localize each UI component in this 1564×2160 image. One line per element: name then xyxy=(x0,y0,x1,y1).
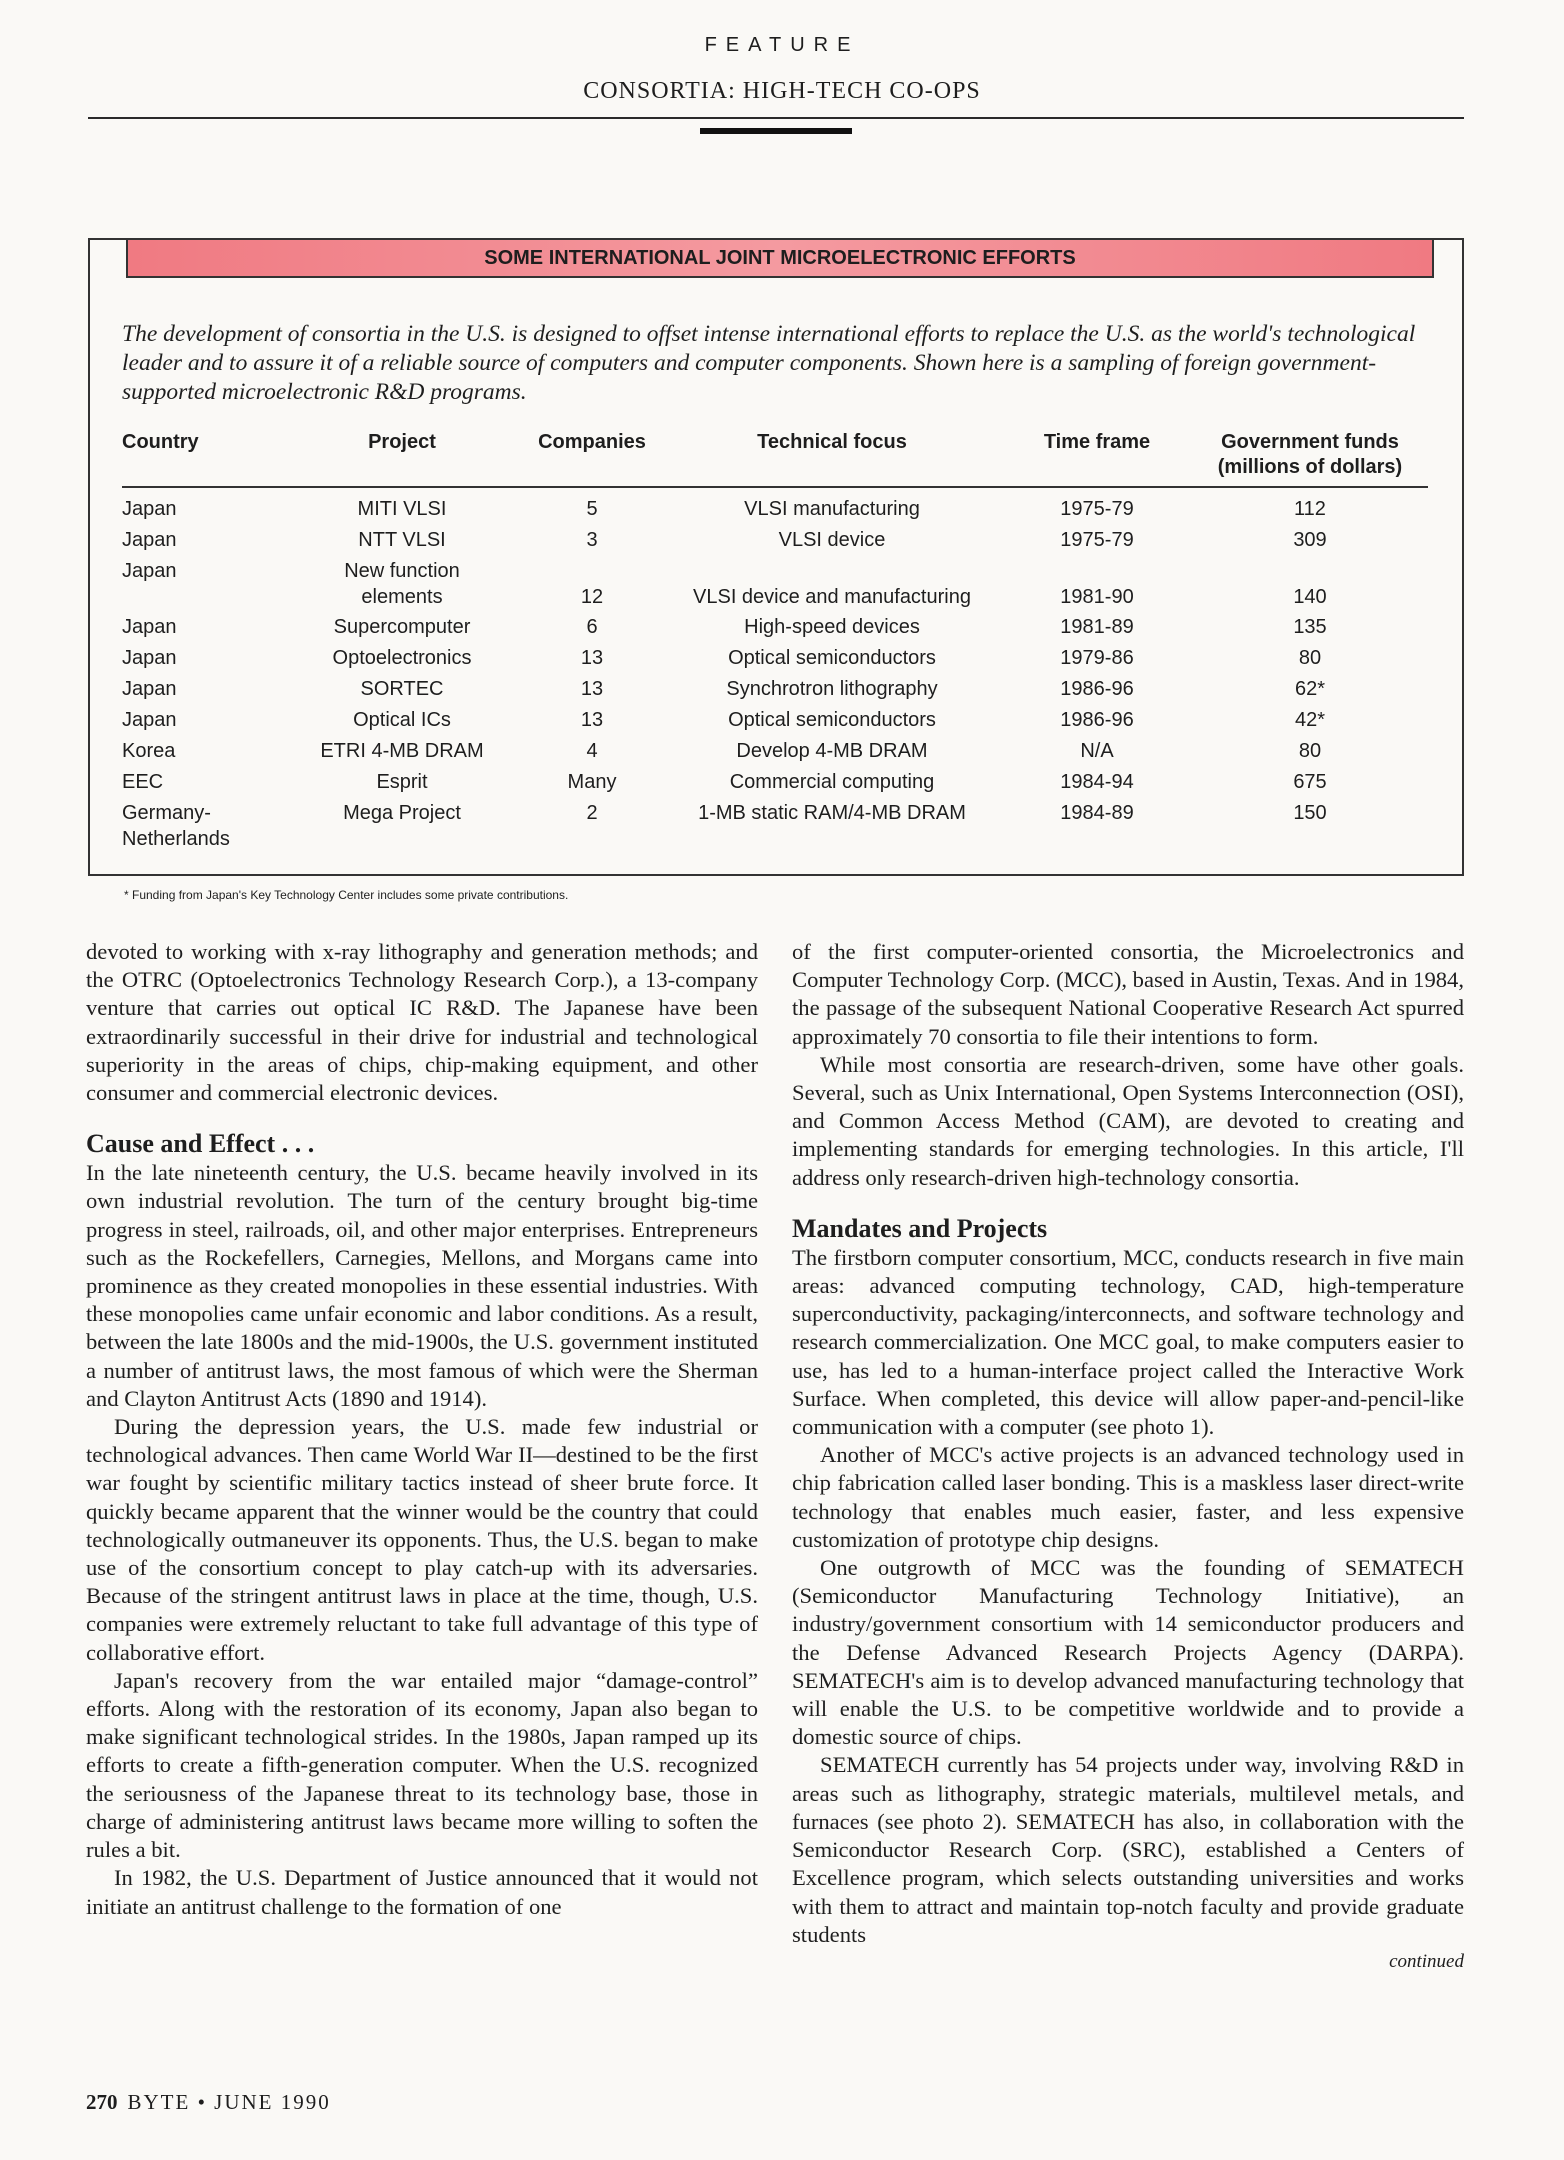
table-row xyxy=(122,527,1428,558)
cell-companies: 2 xyxy=(586,802,598,824)
left-column xyxy=(86,938,758,1921)
heading-mandates-and-projects: Mandates and Projects xyxy=(792,1213,1048,1243)
right-paragraph-5: One outgrowth of MCC was the founding of SEMATECH (Semiconductor Manufacturing Technology Initiative), an industry/government consortium with 14 semiconductor producers and the Defense Advanced Research Projects Agency (DARPA). SEMATECH's aim is to develop advanced manufacturing technology that will enable the U.S. to be competitive worldwide and to provide a domestic source of chips. xyxy=(792,1555,1464,1750)
cell-time: 1986-96 xyxy=(1060,709,1134,731)
cell-funds: 80 xyxy=(1298,740,1322,762)
cell-companies: 4 xyxy=(586,740,598,762)
cell-project: MITI VLSI xyxy=(357,498,447,520)
cell-time: 1984-94 xyxy=(1060,771,1134,793)
right-paragraph-3: The firstborn computer consortium, MCC, conducts research in five main areas: advanced computing technology, CAD, high-temperature superconductivity, packaging/interconnects, and software technology and research commercialization. One MCC goal, to make computers easier to use, has led to a human-interface project called the Interactive Work Surface. When completed, this device will allow paper-and-pencil-like communication with a computer (see photo 1). xyxy=(792,1244,1464,1440)
cell-funds: 140 xyxy=(1293,586,1327,608)
cell-time: 1981-89 xyxy=(1060,616,1134,638)
col-country: Country xyxy=(122,431,199,453)
header-rule xyxy=(88,117,1464,119)
sidebar-intro: The development of consortia in the U.S. is designed to offset intense international efforts to replace the U.S. as the world's technological leader and to assure it of a reliable source of computers and computer components. Shown here is a sampling of foreign government-supported microelectronic R&D programs. xyxy=(122,321,1416,405)
cell-funds: 80 xyxy=(1298,647,1322,669)
cell-focus: High-speed devices xyxy=(744,616,920,638)
cell-country: Japan xyxy=(122,709,177,731)
cell-country: EEC xyxy=(122,771,164,793)
cell-funds: 112 xyxy=(1294,498,1326,520)
cell-country-line2: Netherlands xyxy=(122,828,230,850)
right-paragraph-4: Another of MCC's active projects is an advanced technology used in chip fabrication called laser bonding. This is a maskless laser direct-write technology that enables much easier, faster, and less expensive customization of prototype chip designs. xyxy=(792,1442,1464,1552)
cell-country: Japan xyxy=(122,616,177,638)
col-focus: Technical focus xyxy=(757,431,907,453)
cell-country: Germany- xyxy=(122,802,211,824)
cell-focus: Commercial computing xyxy=(729,771,935,793)
right-paragraph-2: While most consortia are research-driven, some have other goals. Several, such as Unix International, Open Systems Interconnection (OSI), and Common Access Method (CAM), are devoted to creating and implementing standards for emerging technologies. In this article, I'll address only research-driven high-technology consortia. xyxy=(792,1051,1464,1190)
left-paragraph-2: In the late nineteenth century, the U.S. became heavily involved in its own industrial revolution. The turn of the century brought big-time progress in steel, railroads, oil, and other major enterprises. Entrepreneurs such as the Rockefellers, Carnegies, Mellons, and Morgans came into prominence as they created monopolies in these essential industries. With these monopolies came unfair economic and labor conditions. As a result, between the late 1800s and the mid-1900s, the U.S. government instituted a number of antitrust laws, the most famous of which were the Sherman and Clayton Antitrust Acts (1890 and 1914). xyxy=(86,1160,758,1411)
cell-project: ETRI 4-MB DRAM xyxy=(320,740,484,762)
cell-time: N/A xyxy=(1080,740,1114,762)
col-project: Project xyxy=(368,431,436,453)
cell-country: Japan xyxy=(122,498,177,520)
cell-country: Korea xyxy=(122,740,176,762)
table-row xyxy=(122,496,1428,527)
table-row xyxy=(122,645,1428,676)
table-row xyxy=(122,738,1428,769)
left-paragraph-4: Japan's recovery from the war entailed major “damage-control” efforts. Along with the restoration of its economy, Japan also began to make significant technological strides. In the 1980s, Japan ramped up its efforts to create a fifth-generation computer. When the U.S. recognized the seriousness of the Japanese threat to its technology base, those in charge of administering antitrust laws became more willing to soften the rules a bit. xyxy=(86,1667,758,1863)
cell-project-line2: elements xyxy=(361,586,443,608)
cell-focus: VLSI device and manufacturing xyxy=(693,586,971,608)
cell-focus: VLSI device xyxy=(778,529,886,551)
cell-companies: 13 xyxy=(580,647,604,669)
cell-funds: 309 xyxy=(1293,529,1327,551)
cell-time: 1975-79 xyxy=(1060,529,1134,551)
table-row xyxy=(122,800,1428,850)
cell-project: Optical ICs xyxy=(353,709,451,731)
left-paragraph-3: During the depression years, the U.S. made few industrial or technological advances. Then came World War II—destined to be the first war fought by scientific military tactics instead of sheer brute force. It quickly became apparent that the winner would be the country that could technologically outmaneuver its opponents. Thus, the U.S. began to make use of the consortium concept to play catch-up with its adversaries. Because of the stringent antitrust laws in place at the time, though, U.S. companies were extremely reluctant to take full advantage of this type of collaborative effort. xyxy=(86,1414,758,1665)
sidebar-title: SOME INTERNATIONAL JOINT MICROELECTRONIC EFFORTS xyxy=(126,240,1434,278)
cell-time: 1984-89 xyxy=(1060,802,1134,824)
cell-time: 1981-90 xyxy=(1060,586,1134,608)
cell-project: New function xyxy=(344,560,460,582)
col-funds-line2: (millions of dollars) xyxy=(1217,456,1403,478)
cell-focus: Develop 4-MB DRAM xyxy=(736,740,928,762)
cell-country: Japan xyxy=(122,529,177,551)
header-title: CONSORTIA: HIGH-TECH CO-OPS xyxy=(583,78,981,104)
cell-time: 1975-79 xyxy=(1060,498,1134,520)
col-time: Time frame xyxy=(1043,431,1151,453)
cell-funds: 675 xyxy=(1293,771,1327,793)
cell-focus: Optical semiconductors xyxy=(728,647,936,669)
left-paragraph-1: devoted to working with x-ray lithography and generation methods; and the OTRC (Optoelectronics Technology Research Corp.), a 13-company venture that carries out optical IC R&D. The Japanese have been extraordinarily successful in their drive for industrial and technological superiority in the areas of chips, chip-making equipment, and other consumer and commercial electronic devices. xyxy=(86,939,758,1106)
right-column xyxy=(792,938,1464,1975)
cell-focus: Synchrotron lithography xyxy=(726,678,938,700)
cell-companies: 12 xyxy=(580,586,604,608)
cell-country: Japan xyxy=(122,647,177,669)
sidebar-box xyxy=(88,238,1464,876)
cell-companies: 13 xyxy=(580,678,604,700)
cell-companies: 6 xyxy=(586,616,598,638)
cell-funds: 150 xyxy=(1293,802,1327,824)
footnote: * Funding from Japan's Key Technology Center includes some private contributions. xyxy=(124,888,569,902)
header-bar xyxy=(700,128,852,134)
table-row xyxy=(122,707,1428,738)
cell-time: 1986-96 xyxy=(1060,678,1134,700)
cell-time: 1979-86 xyxy=(1060,647,1134,669)
col-funds-line1: Government funds xyxy=(1221,431,1399,453)
cell-project: Optoelectronics xyxy=(332,647,472,669)
col-companies: Companies xyxy=(538,431,646,453)
cell-focus: Optical semiconductors xyxy=(728,709,936,731)
publication-line: BYTE • JUNE 1990 xyxy=(127,2090,331,2114)
heading-cause-and-effect: Cause and Effect . . . xyxy=(86,1129,315,1159)
table-row xyxy=(122,676,1428,707)
cell-companies: Many xyxy=(567,771,617,793)
table-body xyxy=(122,488,1428,850)
table-header xyxy=(122,420,1428,488)
left-paragraph-5: In 1982, the U.S. Department of Justice announced that it would not initiate an antitrust challenge to the formation of one xyxy=(86,1865,758,1919)
cell-country: Japan xyxy=(122,678,177,700)
cell-funds: 135 xyxy=(1293,616,1327,638)
cell-focus: VLSI manufacturing xyxy=(744,498,920,520)
table-row xyxy=(122,769,1428,800)
right-paragraph-1: of the first computer-oriented consortia, the Microelectronics and Computer Technology Corp. (MCC), based in Austin, Texas. And in 1984, the passage of the subsequent National Cooperative Research Act spurred approximately 70 consortia to file their intentions to form. xyxy=(792,939,1464,1049)
cell-companies: 3 xyxy=(586,529,598,551)
cell-project: Supercomputer xyxy=(333,616,471,638)
page-footer xyxy=(86,2090,331,2115)
table-row xyxy=(122,558,1428,614)
cell-companies: 5 xyxy=(586,498,598,520)
data-table xyxy=(122,420,1428,850)
header-kicker: FEATURE xyxy=(704,34,860,56)
right-paragraph-6: SEMATECH currently has 54 projects under way, involving R&D in areas such as lithography, strategic materials, multilevel metals, and furnaces (see photo 2). SEMATECH has also, in collaboration with the Semiconductor Research Corp. (SRC), established a Centers of Excellence program, which selects outstanding universities and works with them to attract and maintain top-notch faculty and provide graduate students xyxy=(792,1752,1464,1947)
cell-project: Esprit xyxy=(376,771,428,793)
cell-funds: 62* xyxy=(1294,678,1326,700)
cell-focus: 1-MB static RAM/4-MB DRAM xyxy=(698,802,966,824)
cell-project: NTT VLSI xyxy=(358,529,446,551)
cell-project: SORTEC xyxy=(360,678,444,700)
cell-companies: 13 xyxy=(580,709,604,731)
table-row xyxy=(122,614,1428,645)
continued-label: continued xyxy=(1389,1950,1464,1972)
cell-country: Japan xyxy=(122,560,177,582)
page-number: 270 xyxy=(86,2090,118,2114)
cell-funds: 42* xyxy=(1294,709,1326,731)
col-funds xyxy=(1192,430,1428,480)
cell-project: Mega Project xyxy=(343,802,461,824)
